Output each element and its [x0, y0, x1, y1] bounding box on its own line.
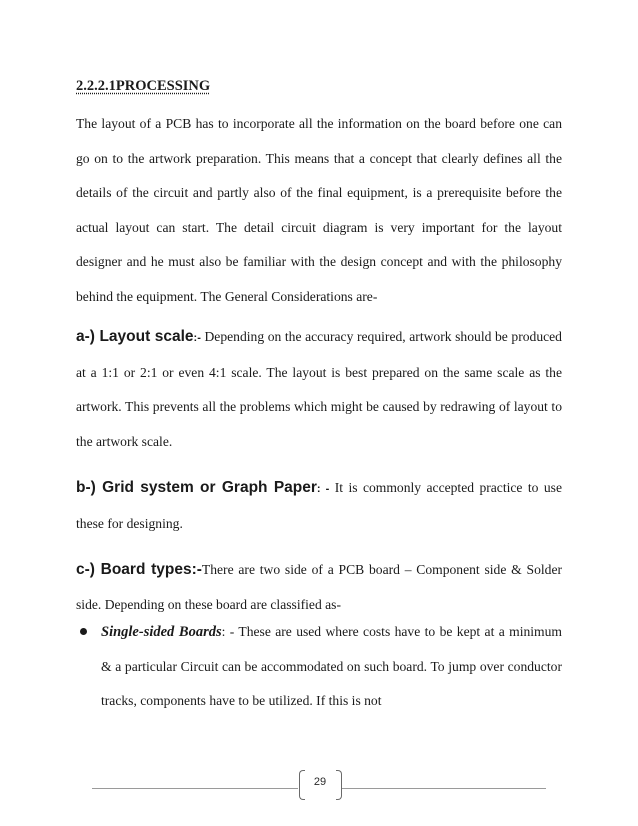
- bullet-dot-icon: [80, 628, 87, 635]
- page-number: 29: [313, 776, 327, 788]
- grid-system-text: It is commonly accepted practice to use these for designing.: [76, 480, 562, 531]
- board-types-lead: c-) Board types:-: [76, 561, 202, 578]
- footer-divider-left: [92, 788, 298, 789]
- layout-scale-text: Depending on the accuracy required, artwork should be produced at a 1:1 or 2:1 or even 4:1 scale. The layout is best prepared on the same scale as the artwork. This prevents all the problems which might be caused by redrawing of layout to the artwork scale.: [76, 329, 562, 449]
- bullet-text: : - These are used where costs have to be kept at a minimum & a particular Circuit can be accommodated on such board. To jump over conductor tracks, components have to be utilized. If this is not: [101, 624, 562, 709]
- bullet-lead: Single-sided Boards: [101, 624, 222, 640]
- section-heading: 2.2.2.1PROCESSING: [76, 78, 211, 94]
- grid-system-lead: b-) Grid system or Graph Paper: [76, 479, 317, 496]
- grid-system-separator: : -: [316, 483, 330, 495]
- intro-paragraph: The layout of a PCB has to incorporate all the information on the board before one can go on to the artwork preparation. This means that a concept that clearly defines all the details of the circuit and partly also of the final equipment, is a prerequisite before the actual layout can start. The detail circuit diagram is very important for the layout designer and he must also be familiar with the design concept and with the philosophy behind the equipment. The General Considerations are-: [76, 116, 562, 304]
- layout-scale-lead: a-) Layout scale: [76, 328, 194, 345]
- grid-system-paragraph: [76, 471, 562, 541]
- list-item: [101, 615, 562, 719]
- board-types-paragraph: [76, 553, 562, 622]
- board-types-text: There are two side of a PCB board – Component side & Solder side. Depending on these board are classified as-: [76, 562, 563, 612]
- layout-scale-separator: :-: [193, 332, 201, 344]
- page-footer: [92, 770, 546, 800]
- footer-divider-right: [342, 788, 546, 789]
- layout-scale-paragraph: [76, 320, 562, 459]
- right-bracket-icon: [336, 770, 342, 800]
